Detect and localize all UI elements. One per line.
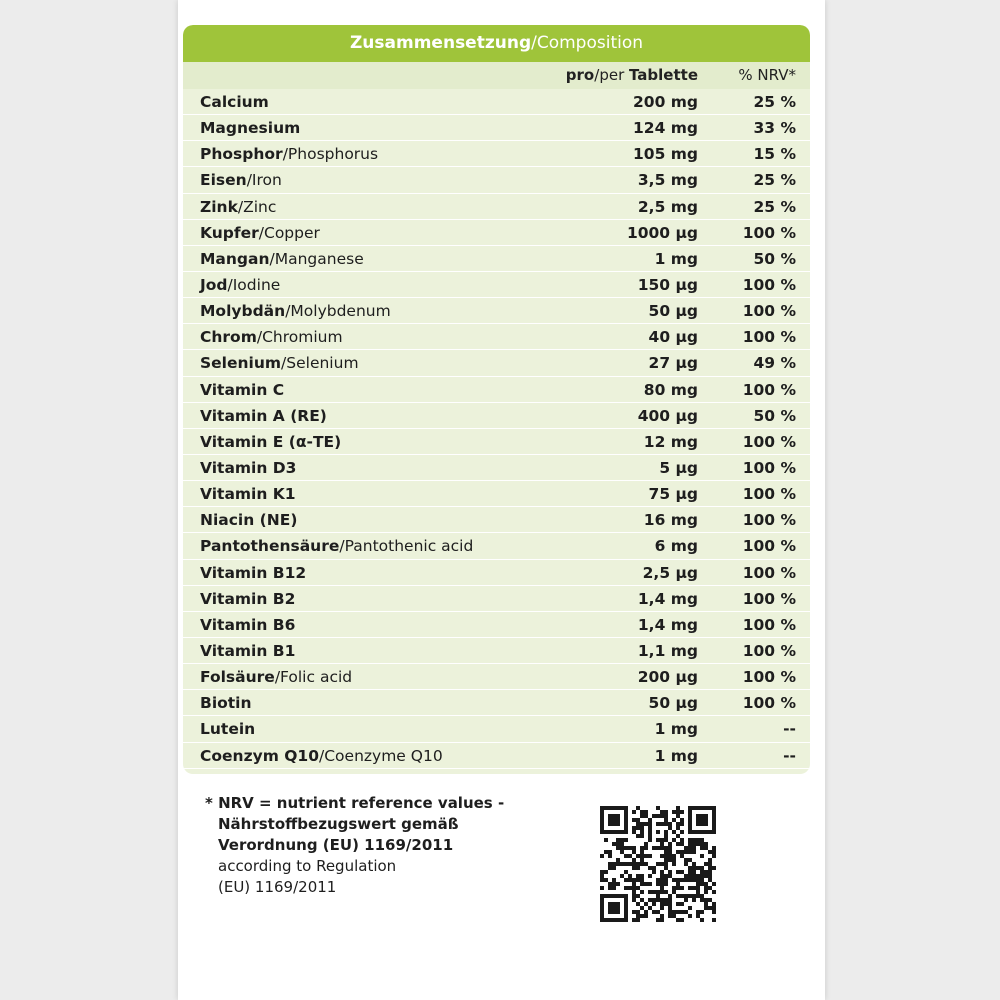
footnote-line-2: Nährstoffbezugswert gemäß (218, 815, 459, 833)
nutrient-name-de: Vitamin B2 (200, 589, 296, 608)
nutrient-amount: 1,4 mg (637, 615, 698, 634)
table-row (183, 586, 810, 612)
nutrient-nrv: 100 % (742, 668, 796, 687)
table-row (183, 324, 810, 350)
nutrient-amount: 400 µg (637, 406, 698, 425)
nutrient-amount: 2,5 mg (637, 197, 698, 216)
table-header-row (183, 62, 810, 89)
nutrient-name-en: /Manganese (269, 249, 364, 268)
label-page (178, 0, 825, 1000)
nutrient-amount: 80 mg (643, 380, 698, 399)
nutrient-name-de: Vitamin B6 (200, 615, 296, 634)
table-row (183, 350, 810, 376)
nutrient-nrv: 100 % (742, 641, 796, 660)
nutrient-amount: 12 mg (643, 432, 698, 451)
nutrient-name (200, 220, 320, 246)
table-row (183, 246, 810, 272)
nutrient-nrv: 49 % (753, 354, 796, 373)
table-row (183, 89, 810, 115)
nutrient-name (200, 141, 378, 167)
nutrient-name-en: /Molybdenum (285, 302, 391, 321)
table-row (183, 298, 810, 324)
nrv-footnote (205, 793, 545, 898)
nutrient-name (200, 586, 295, 612)
nutrient-name (200, 324, 343, 350)
nutrient-name-de: Folsäure (200, 668, 275, 687)
nutrient-name-de: Kupfer (200, 223, 259, 242)
nutrient-nrv: -- (783, 720, 796, 739)
nutrient-amount: 50 µg (648, 302, 698, 321)
nutrient-nrv: 50 % (753, 406, 796, 425)
nutrient-name-en: /Chromium (256, 328, 343, 347)
footnote-line-5: (EU) 1169/2011 (218, 878, 337, 896)
nutrient-nrv: 100 % (742, 615, 796, 634)
table-row (183, 455, 810, 481)
nutrient-amount: 200 µg (637, 668, 698, 687)
nutrient-name-de: Coenzym Q10 (200, 746, 319, 765)
nutrient-amount: 1 mg (654, 720, 698, 739)
nutrient-name (200, 481, 296, 507)
nutrient-name (200, 194, 276, 220)
table-row (183, 612, 810, 638)
nutrient-name (200, 507, 297, 533)
nutrient-name-en: /Coenzyme Q10 (319, 746, 443, 765)
nutrient-name-de: Jod (200, 275, 228, 294)
footnote-line-4: according to Regulation (218, 857, 397, 875)
nutrient-amount: 200 mg (633, 93, 698, 111)
nutrient-name-en: /Selenium (281, 354, 359, 373)
nutrient-amount: 124 mg (633, 119, 698, 138)
table-row (183, 690, 810, 716)
nutrient-table (183, 89, 810, 769)
nutrient-amount: 16 mg (643, 511, 698, 530)
nutrient-name (200, 89, 269, 115)
amount-header-sep: / (594, 66, 600, 84)
nutrient-name (200, 743, 443, 769)
nutrient-name-de: Phosphor (200, 145, 283, 164)
nutrient-name (200, 298, 391, 324)
nutrient-amount: 1,4 mg (637, 589, 698, 608)
nutrient-nrv: 100 % (742, 485, 796, 504)
nutrient-name-de: Molybdän (200, 302, 286, 321)
nutrient-amount: 3,5 mg (637, 171, 698, 190)
nutrient-nrv: 15 % (753, 145, 796, 164)
amount-header-de: pro (565, 66, 595, 84)
amount-header-en: per (599, 66, 629, 84)
nutrient-nrv: 33 % (753, 119, 796, 138)
nutrient-nrv: 100 % (742, 432, 796, 451)
nutrient-name-de: Chrom (200, 328, 257, 347)
nutrient-name (200, 167, 282, 193)
nutrient-name-en: /Zinc (237, 197, 277, 216)
table-row (183, 377, 810, 403)
nutrient-amount: 40 µg (648, 328, 698, 347)
nutrient-name-de: Calcium (200, 93, 269, 111)
nutrient-amount: 1000 µg (626, 223, 698, 242)
nutrient-amount: 1 mg (654, 746, 698, 765)
table-row (183, 743, 810, 769)
nutrient-nrv: 25 % (753, 171, 796, 190)
nutrient-nrv: 100 % (742, 694, 796, 713)
table-row (183, 429, 810, 455)
title-separator: / (531, 33, 537, 53)
amount-header-word: Tablette (629, 66, 698, 84)
nutrient-nrv: 100 % (742, 328, 796, 347)
nutrient-amount: 6 mg (654, 537, 698, 556)
nutrient-amount: 27 µg (648, 354, 698, 373)
nutrient-amount: 1 mg (654, 249, 698, 268)
nutrient-amount: 1,1 mg (637, 641, 698, 660)
nutrient-name-en: /Copper (258, 223, 320, 242)
nutrient-nrv: 25 % (753, 93, 796, 111)
footnote-line-1: * NRV = nutrient reference values - (205, 794, 505, 812)
nutrient-name (200, 350, 359, 376)
nutrient-nrv: 100 % (742, 563, 796, 582)
nutrient-name-en: /Pantothenic acid (339, 537, 474, 556)
nutrient-name-de: Zink (200, 197, 238, 216)
nutrient-name-de: Pantothensäure (200, 537, 340, 556)
nutrient-amount: 2,5 µg (642, 563, 698, 582)
nutrient-name-de: Vitamin K1 (200, 485, 296, 504)
nutrient-name-en: /Iodine (227, 275, 281, 294)
nutrient-name (200, 403, 327, 429)
nutrient-name-de: Vitamin B1 (200, 641, 296, 660)
nutrient-name-de: Niacin (NE) (200, 511, 298, 530)
composition-panel (183, 25, 810, 774)
amount-column-header (566, 62, 698, 89)
nutrient-amount: 75 µg (648, 485, 698, 504)
nutrient-name (200, 560, 306, 586)
title-de: Zusammensetzung (349, 33, 532, 53)
table-row (183, 194, 810, 220)
nutrient-name-en: /Folic acid (274, 668, 353, 687)
nutrient-nrv: 100 % (742, 589, 796, 608)
table-row (183, 481, 810, 507)
nutrient-name-de: Vitamin E (α-TE) (200, 432, 342, 451)
nutrient-nrv: -- (783, 746, 796, 765)
qr-code-icon[interactable] (600, 806, 716, 922)
table-row (183, 638, 810, 664)
nutrient-nrv: 100 % (742, 223, 796, 242)
table-row (183, 507, 810, 533)
table-row (183, 272, 810, 298)
nutrient-name (200, 429, 341, 455)
nutrient-name-en: /Phosphorus (282, 145, 379, 164)
nutrient-name-de: Biotin (200, 694, 252, 713)
nutrient-name (200, 272, 280, 298)
nutrient-nrv: 100 % (742, 380, 796, 399)
nutrient-name-de: Eisen (200, 171, 247, 190)
nutrient-name-de: Vitamin A (RE) (200, 406, 327, 425)
nutrient-name-de: Vitamin B12 (200, 563, 307, 582)
nutrient-nrv: 100 % (742, 537, 796, 556)
nutrient-amount: 105 mg (633, 145, 698, 164)
nutrient-name (200, 664, 352, 690)
table-row (183, 141, 810, 167)
nutrient-name-en: /Iron (246, 171, 282, 190)
nutrient-amount: 150 µg (637, 275, 698, 294)
nutrient-name-de: Mangan (200, 249, 270, 268)
nutrient-amount: 50 µg (648, 694, 698, 713)
nutrient-nrv: 100 % (742, 302, 796, 321)
nrv-column-header: % NRV* (738, 66, 796, 84)
nutrient-name (200, 377, 284, 403)
nutrient-name-de: Vitamin D3 (200, 458, 297, 477)
nutrient-name-de: Lutein (200, 720, 256, 739)
nutrient-name (200, 612, 295, 638)
nutrient-nrv: 100 % (742, 458, 796, 477)
nutrient-name (200, 246, 364, 272)
nutrient-name (200, 533, 473, 559)
table-row (183, 560, 810, 586)
table-row (183, 220, 810, 246)
nutrient-name (200, 455, 296, 481)
table-row (183, 716, 810, 742)
footnote-line-3: Verordnung (EU) 1169/2011 (218, 836, 454, 854)
nutrient-nrv: 100 % (742, 275, 796, 294)
table-row (183, 533, 810, 559)
nutrient-name (200, 638, 295, 664)
table-row (183, 115, 810, 141)
table-row (183, 167, 810, 193)
table-row (183, 664, 810, 690)
nutrient-nrv: 100 % (742, 511, 796, 530)
nutrient-nrv: 25 % (753, 197, 796, 216)
nutrient-name-de: Vitamin C (200, 380, 285, 399)
nutrient-name (200, 690, 252, 716)
nutrient-name (200, 716, 255, 742)
nutrient-nrv: 50 % (753, 249, 796, 268)
nutrient-name-de: Selenium (200, 354, 282, 373)
nutrient-name (200, 115, 300, 141)
nutrient-name-de: Magnesium (200, 119, 301, 138)
table-row (183, 403, 810, 429)
title-en: Composition (536, 33, 644, 53)
composition-title-bar (183, 25, 810, 62)
nutrient-amount: 5 µg (659, 458, 698, 477)
